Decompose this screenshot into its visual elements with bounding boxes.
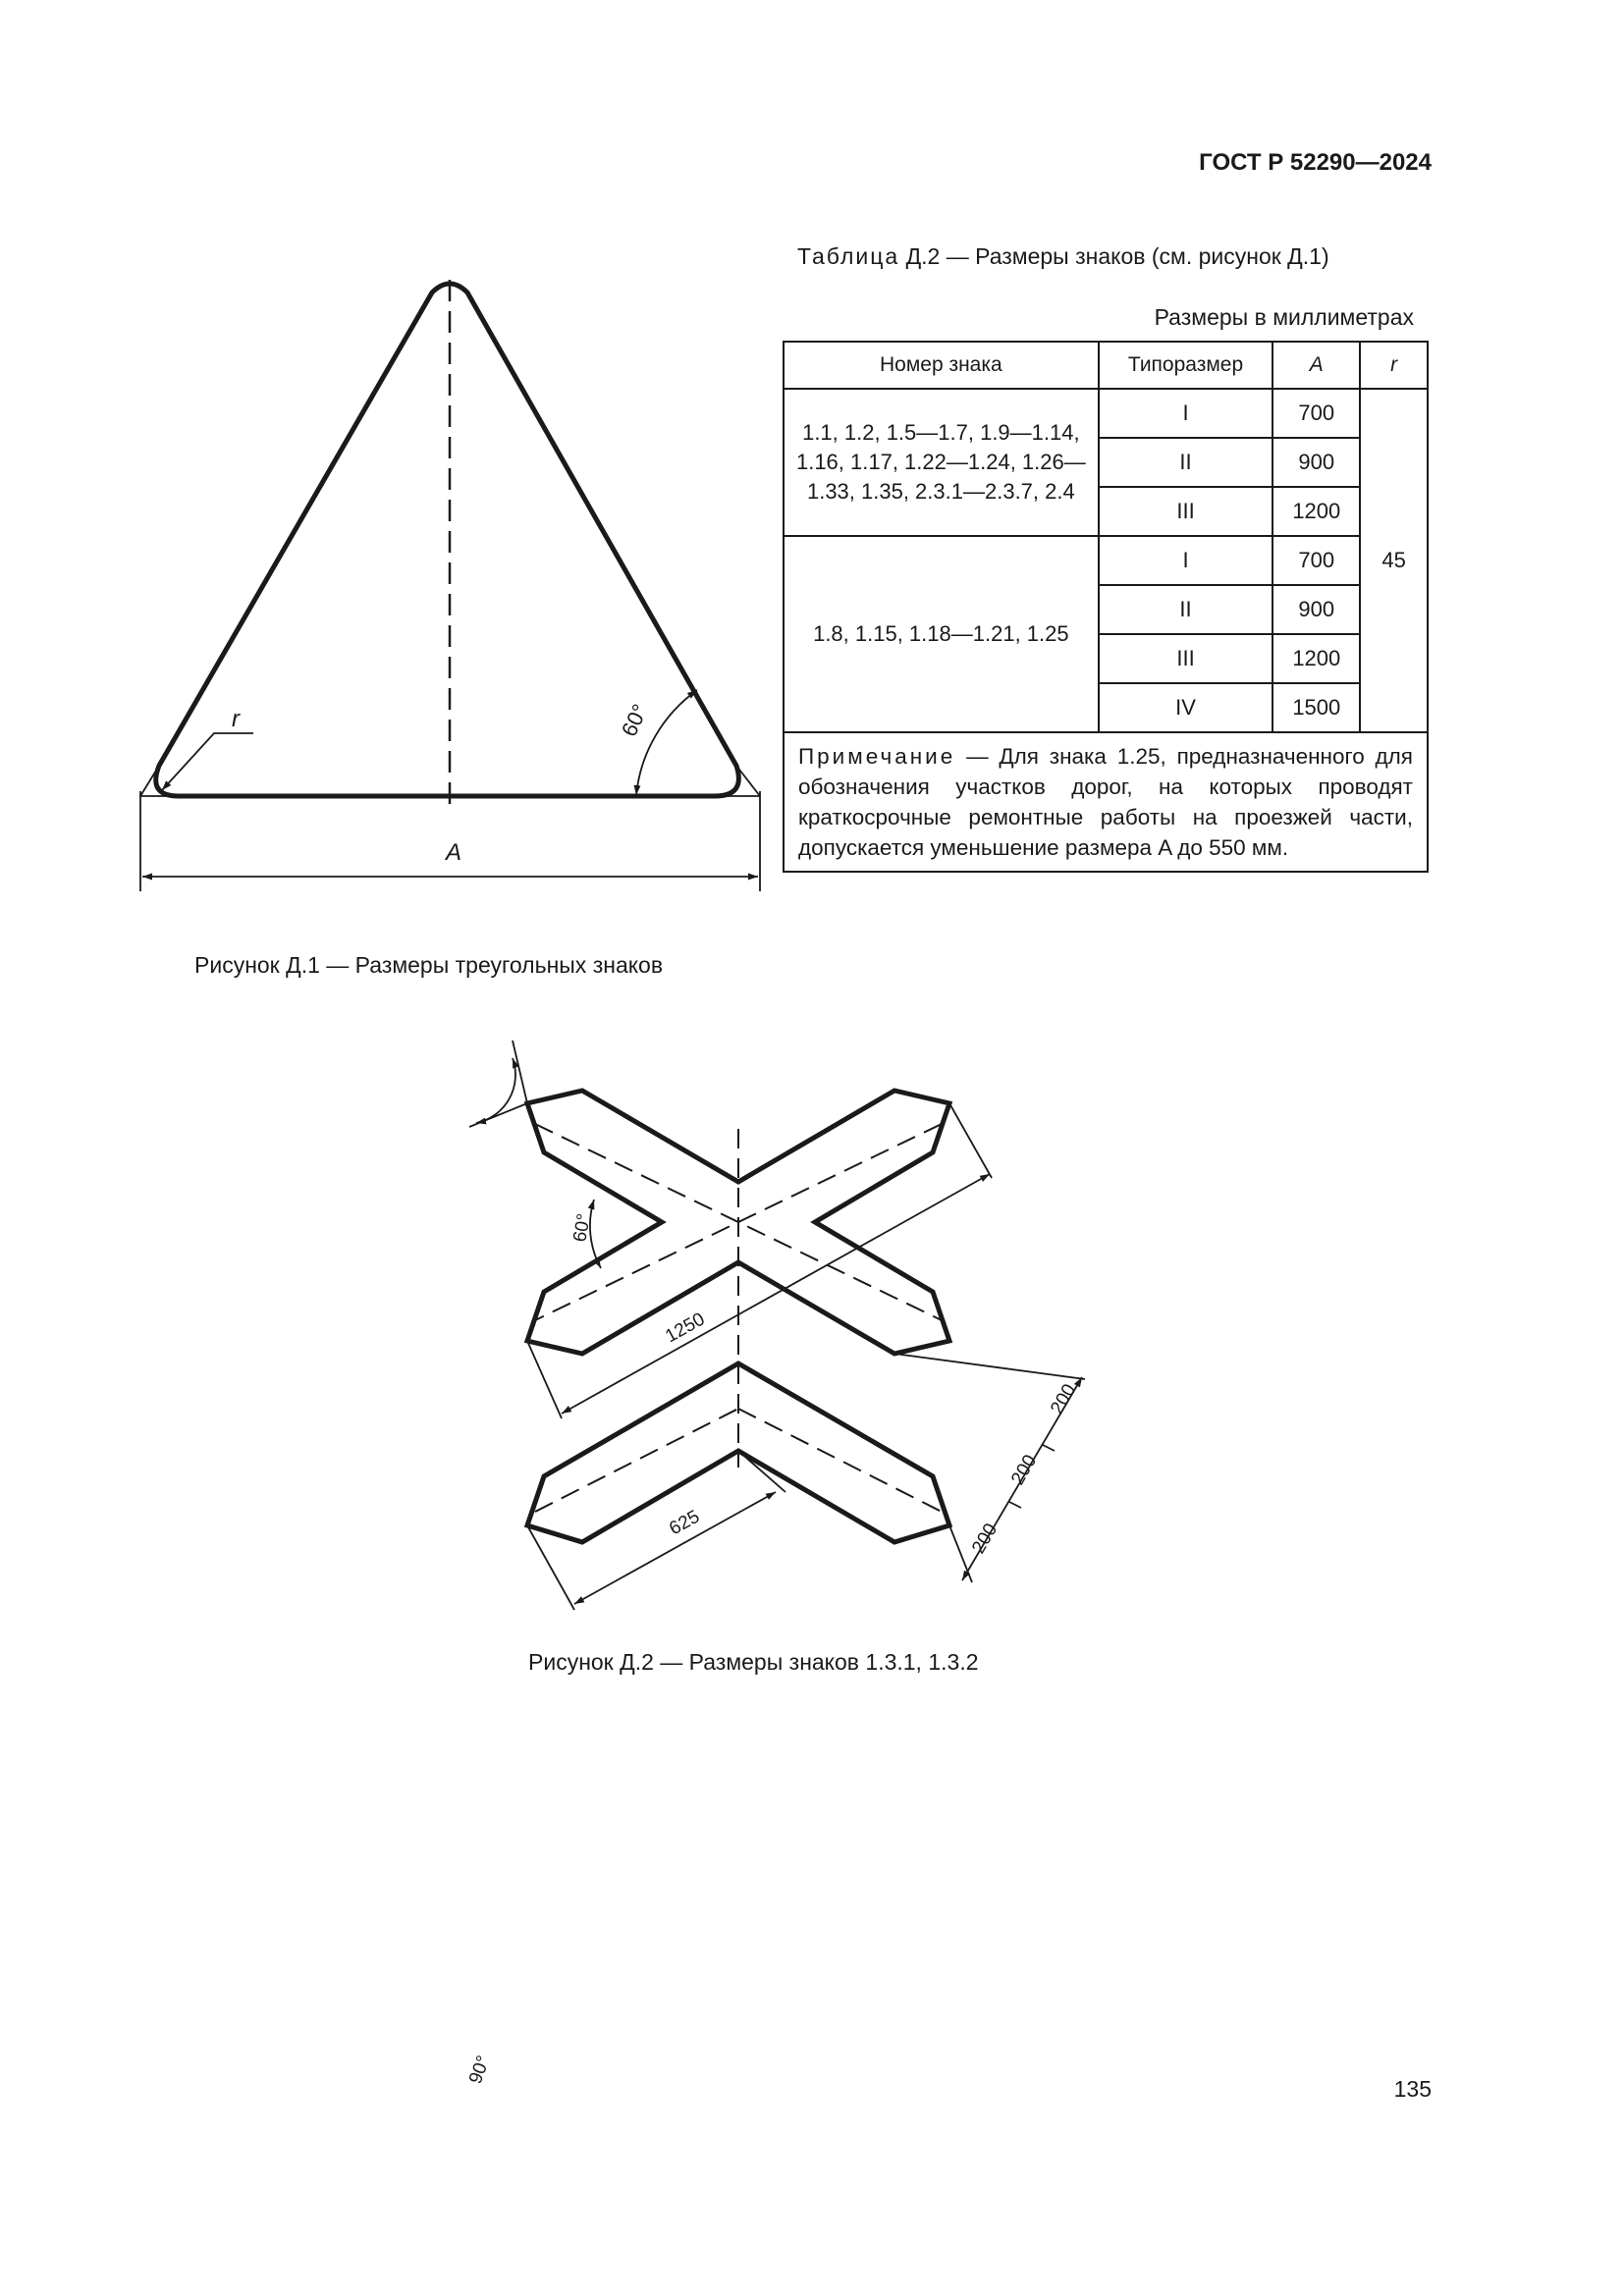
a-value-cell: 1200 — [1272, 487, 1360, 536]
a-value-cell: 1500 — [1272, 683, 1360, 732]
document-standard-number: ГОСТ Р 52290—2024 — [1199, 149, 1432, 176]
angle-arc-90 — [476, 1058, 515, 1123]
label-a: A — [446, 839, 462, 866]
column-header-size-type: Типоразмер — [1099, 342, 1273, 389]
size-type-cell: I — [1099, 536, 1273, 585]
column-header-a: A — [1272, 342, 1360, 389]
tick-200-1 — [1009, 1502, 1021, 1508]
a-value-cell: 900 — [1272, 585, 1360, 634]
dimension-line-625 — [574, 1492, 776, 1604]
note-text: — Для знака 1.25, предназначенного для обозначения участков дорог, на которых проводят краткосрочные ремонтные работы на проезжей части, допускается уменьшение размера A до 550 мм. — [798, 744, 1413, 860]
column-header-r: r — [1360, 342, 1428, 389]
label-angle-60: 60° — [616, 700, 653, 741]
page-number: 135 — [1393, 2076, 1432, 2102]
sign-numbers-group-2: 1.8, 1.15, 1.18—1.21, 1.25 — [784, 536, 1099, 732]
ext-line-200-lower — [949, 1525, 972, 1582]
size-type-cell: II — [1099, 438, 1273, 487]
column-header-sign-number: Номер знака — [784, 342, 1099, 389]
tick-200-2 — [1043, 1445, 1055, 1451]
a-value-cell: 900 — [1272, 438, 1360, 487]
triangle-outline — [156, 284, 739, 796]
label-r: r — [232, 706, 240, 732]
label-200-bottom: 200 — [968, 1520, 1002, 1558]
label-90: 90° — [464, 2053, 495, 2087]
r-value-cell: 45 — [1360, 389, 1428, 732]
angle-arc-60 — [636, 690, 697, 795]
label-625: 625 — [666, 1506, 704, 1540]
size-type-cell: IV — [1099, 683, 1273, 732]
label-200-top: 200 — [1047, 1380, 1081, 1418]
dimension-line-1250 — [562, 1174, 990, 1414]
size-type-cell: II — [1099, 585, 1273, 634]
table-title-text: Д.2 — Размеры знаков (см. рисунок Д.1) — [899, 243, 1329, 269]
a-value-cell: 1200 — [1272, 634, 1360, 683]
size-type-cell: III — [1099, 634, 1273, 683]
table-units: Размеры в миллиметрах — [1154, 304, 1414, 330]
radius-leader-line — [162, 733, 253, 790]
table-title-prefix: Таблица — [797, 243, 900, 269]
label-1250: 1250 — [662, 1308, 709, 1348]
a-value-cell: 700 — [1272, 536, 1360, 585]
size-type-cell: I — [1099, 389, 1273, 438]
note-label: Примечание — [798, 744, 956, 769]
figure-1-caption: Рисунок Д.1 — Размеры треугольных знаков — [194, 952, 664, 978]
figure-2-caption: Рисунок Д.2 — Размеры знаков 1.3.1, 1.3.2 — [528, 1649, 979, 1675]
ext-line-1250-left — [527, 1341, 562, 1418]
ext-line-200-upper — [894, 1354, 1085, 1379]
size-type-cell: III — [1099, 487, 1273, 536]
a-value-cell: 700 — [1272, 389, 1360, 438]
label-60: 60° — [569, 1211, 595, 1244]
sign-numbers-group-1: 1.1, 1.2, 1.5—1.7, 1.9—1.14, 1.16, 1.17, 1.22—1.24, 1.26—1.33, 1.35, 2.3.1—2.3.7, 2.4 — [784, 389, 1099, 536]
label-200-middle: 200 — [1007, 1451, 1042, 1489]
ext-line-1250-right — [949, 1103, 992, 1178]
figure-triangle-sign — [0, 0, 1624, 982]
